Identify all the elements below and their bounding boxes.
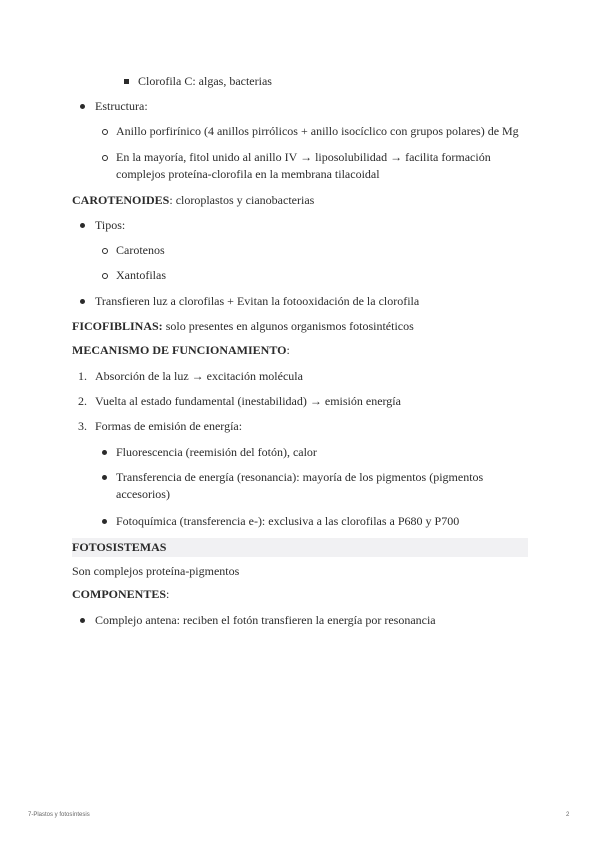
heading-ficofiblinas: FICOFIBLINAS: xyxy=(72,319,163,333)
page-number: 2 xyxy=(566,812,570,818)
circle-bullet-icon xyxy=(102,248,108,254)
carotenoides-paragraph xyxy=(72,192,314,209)
disc-bullet-icon xyxy=(80,223,85,228)
square-bullet-icon xyxy=(124,79,129,84)
disc-bullet-icon xyxy=(80,104,85,109)
text-tipos: Tipos: xyxy=(95,218,126,232)
text-componentes-colon: : xyxy=(166,587,170,601)
disc-bullet-icon xyxy=(80,618,85,623)
footer-title: 7-Plastos y fotosíntesis xyxy=(28,812,90,818)
disc-bullet-icon xyxy=(102,519,107,524)
circle-bullet-icon xyxy=(102,155,108,161)
text-xantofilas: Xantofilas xyxy=(116,268,166,282)
text-absorcion: Absorción de la luz → excitación molécula xyxy=(95,369,303,383)
text-formas: Formas de emisión de energía: xyxy=(95,419,243,433)
text-son-complejos: Son complejos proteína-pigmentos xyxy=(72,564,240,578)
circle-bullet-icon xyxy=(102,273,108,279)
text-estructura: Estructura: xyxy=(95,99,148,113)
circle-bullet-icon xyxy=(102,129,108,135)
text-clorofila-c: Clorofila C: algas, bacterias xyxy=(138,74,272,88)
text-transfieren: Transfieren luz a clorofilas + Evitan la fotooxidación de la clorofila xyxy=(95,294,420,308)
list-number: 3. xyxy=(78,419,87,433)
disc-bullet-icon xyxy=(80,299,85,304)
text-carotenos: Carotenos xyxy=(116,243,165,257)
text-mecanismo-colon: : xyxy=(286,343,290,357)
disc-bullet-icon xyxy=(102,475,107,480)
text-vuelta: Vuelta al estado fundamental (inestabilidad) → emisión energía xyxy=(95,394,401,408)
heading-mecanismo: MECANISMO DE FUNCIONAMIENTO xyxy=(72,343,287,357)
text-anillo: Anillo porfirínico (4 anillos pirrólicos + anillo isocíclico con grupos polares) de Mg xyxy=(116,124,519,138)
disc-bullet-icon xyxy=(102,450,107,455)
text-complejo-antena: Complejo antena: reciben el fotón transfieren la energía por resonancia xyxy=(95,613,436,627)
text-fitol-2: complejos proteína-clorofila en la membrana tilacoidal xyxy=(116,167,380,181)
text-transferencia-1: Transferencia de energía (resonancia): mayoría de los pigmentos (pigmentos xyxy=(116,470,484,484)
componentes-paragraph xyxy=(72,586,169,603)
heading-fotosistemas xyxy=(72,539,166,556)
text-fotoquimica: Fotoquímica (transferencia e-): exclusiva a las clorofilas a P680 y P700 xyxy=(116,514,460,528)
heading-fotosistemas-text: FOTOSISTEMAS xyxy=(72,540,167,554)
list-number: 1. xyxy=(78,369,87,383)
text-carotenoides: : cloroplastos y cianobacterias xyxy=(169,193,315,207)
ficofiblinas-paragraph xyxy=(72,318,414,335)
text-fitol-1: En la mayoría, fitol unido al anillo IV → liposolubilidad → facilita formación xyxy=(116,150,491,164)
text-transferencia-2: accesorios) xyxy=(116,487,170,501)
mecanismo-paragraph xyxy=(72,342,290,359)
heading-componentes: COMPONENTES xyxy=(72,587,167,601)
text-ficofiblinas: solo presentes en algunos organismos fotosintéticos xyxy=(162,319,414,333)
list-number: 2. xyxy=(78,394,87,408)
text-fluorescencia: Fluorescencia (reemisión del fotón), calor xyxy=(116,445,317,459)
heading-carotenoides: CAROTENOIDES xyxy=(72,193,170,207)
